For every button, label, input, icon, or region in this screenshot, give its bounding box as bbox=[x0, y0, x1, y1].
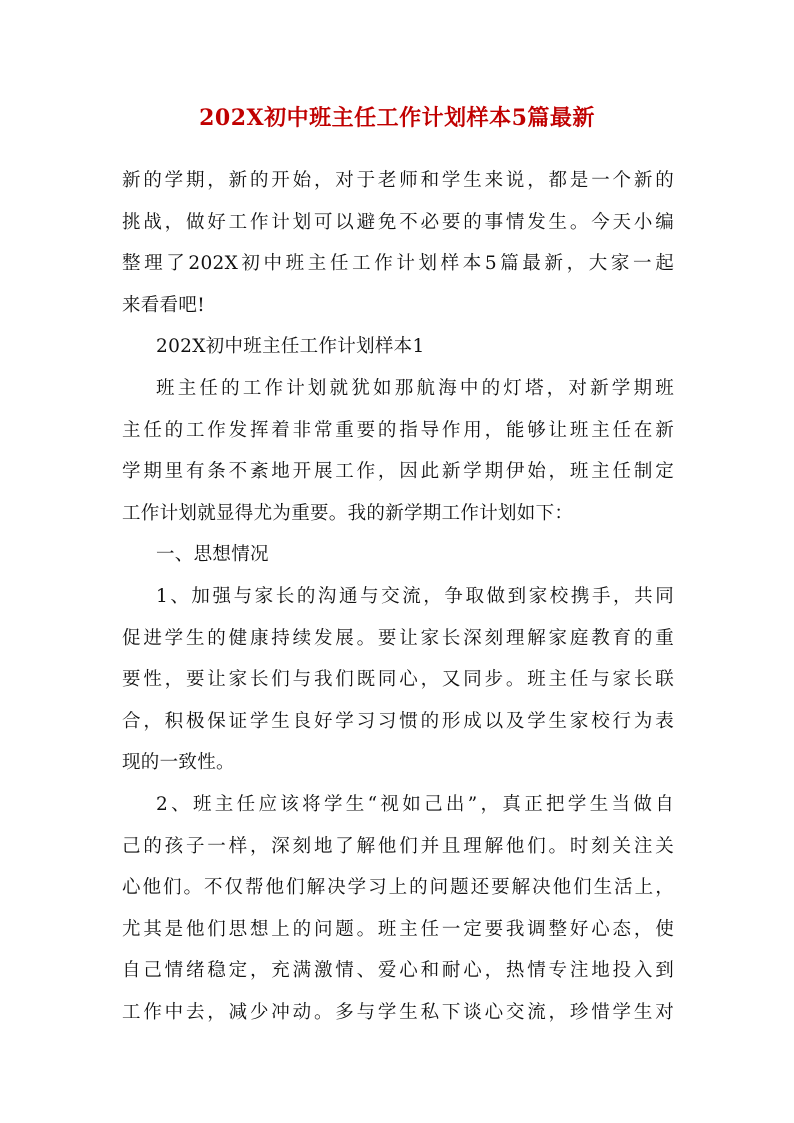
body-line: 尤其是他们思想上的问题。班主任一定要我调整好心态，使 bbox=[122, 918, 674, 940]
body-line: 工作计划就显得尤为重要。我的新学期工作计划如下： bbox=[122, 502, 574, 524]
body-line: 工作中去，减少冲动。多与学生私下谈心交流，珍惜学生对 bbox=[122, 1001, 674, 1023]
body-line: 促进学生的健康持续发展。要让家长深刻理解家庭教育的重 bbox=[122, 627, 674, 649]
body-line: 整理了202X初中班主任工作计划样本5篇最新，大家一起 bbox=[122, 253, 674, 275]
body-line: 202X初中班主任工作计划样本1 bbox=[156, 336, 425, 358]
body-line: 挑战，做好工作计划可以避免不必要的事情发生。今天小编 bbox=[122, 211, 674, 233]
body-line: 己的孩子一样，深刻地了解他们并且理解他们。时刻关注关 bbox=[122, 835, 674, 857]
document-body bbox=[122, 160, 674, 1033]
body-line: 班主任的工作计划就犹如那航海中的灯塔，对新学期班 bbox=[156, 377, 674, 399]
body-line: 新的学期，新的开始，对于老师和学生来说，都是一个新的 bbox=[122, 170, 674, 191]
body-line: 要性，要让家长们与我们既同心，又同步。班主任与家长联 bbox=[122, 669, 674, 691]
body-line: 来看看吧! bbox=[122, 294, 205, 316]
body-line: 合，积极保证学生良好学习习惯的形成以及学生家校行为表 bbox=[122, 710, 674, 732]
body-line: 心他们。不仅帮他们解决学习上的问题还要解决他们生活上， bbox=[122, 877, 674, 899]
body-line: 学期里有条不紊地开展工作，因此新学期伊始，班主任制定 bbox=[122, 461, 674, 483]
document-title: 202X初中班主任工作计划样本5篇最新 bbox=[199, 105, 595, 131]
body-line: 现的一致性。 bbox=[122, 752, 235, 774]
body-line: 一、思想情况 bbox=[156, 544, 269, 566]
body-line: 2、班主任应该将学生“视如己出”，真正把学生当做自 bbox=[156, 793, 674, 815]
body-line: 自己情绪稳定，充满激情、爱心和耐心，热情专注地投入到 bbox=[122, 960, 674, 982]
body-line: 主任的工作发挥着非常重要的指导作用，能够让班主任在新 bbox=[122, 419, 674, 441]
body-line: 1、加强与家长的沟通与交流，争取做到家校携手，共同 bbox=[156, 585, 674, 607]
